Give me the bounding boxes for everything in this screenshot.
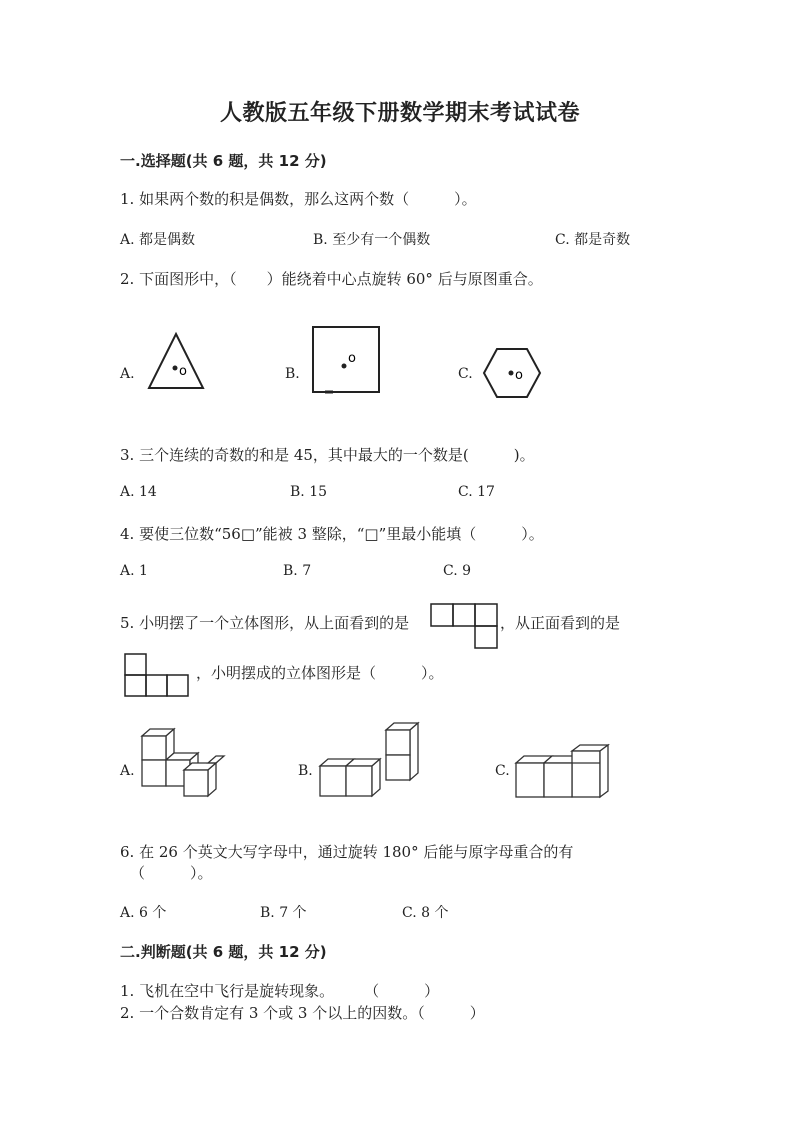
q4-option-c: C. 9 <box>443 563 472 579</box>
question-1: 1. 如果两个数的积是偶数，那么这两个数（ ）。 <box>120 190 477 208</box>
hexagon-figure <box>482 347 542 399</box>
question-5-part-a: 5. 小明摆了一个立体图形，从上面看到的是 <box>120 614 410 632</box>
square-shape <box>313 327 379 392</box>
circle-mark-label: o <box>348 351 356 366</box>
front-view-figure <box>124 653 190 697</box>
judgement-item-2: 2. 一个合数肯定有 3 个或 3 个以上的因数。（ ） <box>120 1004 485 1022</box>
q3-option-a: A. 14 <box>120 484 157 500</box>
section-heading-judgement: 二.判断题(共 6 题，共 12 分) <box>120 943 327 961</box>
q2-option-b: B. <box>285 366 300 382</box>
q1-option-b: B. 至少有一个偶数 <box>313 232 431 248</box>
cube-figure-a <box>138 726 230 800</box>
question-4: 4. 要使三位数“56□”能被 3 整除，“□”里最小能填（ ）。 <box>120 525 544 543</box>
page-title: 人教版五年级下册数学期末考试试卷 <box>219 101 580 126</box>
section-heading-choice: 一.选择题(共 6 题，共 12 分) <box>120 152 327 170</box>
question-5-part-b: ，从正面看到的是 <box>500 614 621 632</box>
question-3: 3. 三个连续的奇数的和是 45，其中最大的一个数是( )。 <box>120 446 535 464</box>
triangle-shape <box>149 334 203 388</box>
q4-option-b: B. 7 <box>283 563 312 579</box>
q6-option-a: A. 6 个 <box>120 905 167 921</box>
q5-option-b: B. <box>298 763 313 779</box>
q4-option-a: A. 1 <box>120 563 148 579</box>
q1-option-a: A. 都是偶数 <box>120 232 196 248</box>
question-6: 6. 在 26 个英文大写字母中，通过旋转 180° 后能与原字母重合的有 <box>120 843 574 861</box>
top-view-figure <box>430 603 498 649</box>
square-figure <box>312 326 380 394</box>
q6-option-b: B. 7 个 <box>260 905 307 921</box>
center-dot <box>342 364 347 369</box>
cube-figure-c <box>514 743 620 799</box>
question-5-part-c: ，小明摆成的立体图形是（ ）。 <box>196 664 444 682</box>
question-6-blank: （ ）。 <box>130 864 213 882</box>
q1-option-c: C. 都是奇数 <box>555 232 631 248</box>
q3-option-c: C. 17 <box>458 484 495 500</box>
q3-option-b: B. 15 <box>290 484 328 500</box>
triangle-figure <box>146 330 208 392</box>
q2-option-c: C. <box>458 366 473 382</box>
question-2: 2. 下面图形中，（ ）能绕着中心点旋转 60° 后与原图重合。 <box>120 270 543 288</box>
q6-option-c: C. 8 个 <box>402 905 449 921</box>
q5-option-a: A. <box>120 763 135 779</box>
judgement-item-1: 1. 飞机在空中飞行是旋转现象。 （ ） <box>120 982 440 1000</box>
q2-option-a: A. <box>120 366 135 382</box>
center-dot <box>509 371 514 376</box>
center-dot <box>173 366 178 371</box>
circle-mark-label: o <box>179 364 187 379</box>
circle-mark-label: o <box>515 368 523 383</box>
q5-option-c: C. <box>495 763 510 779</box>
cube-figure-b <box>318 720 422 800</box>
